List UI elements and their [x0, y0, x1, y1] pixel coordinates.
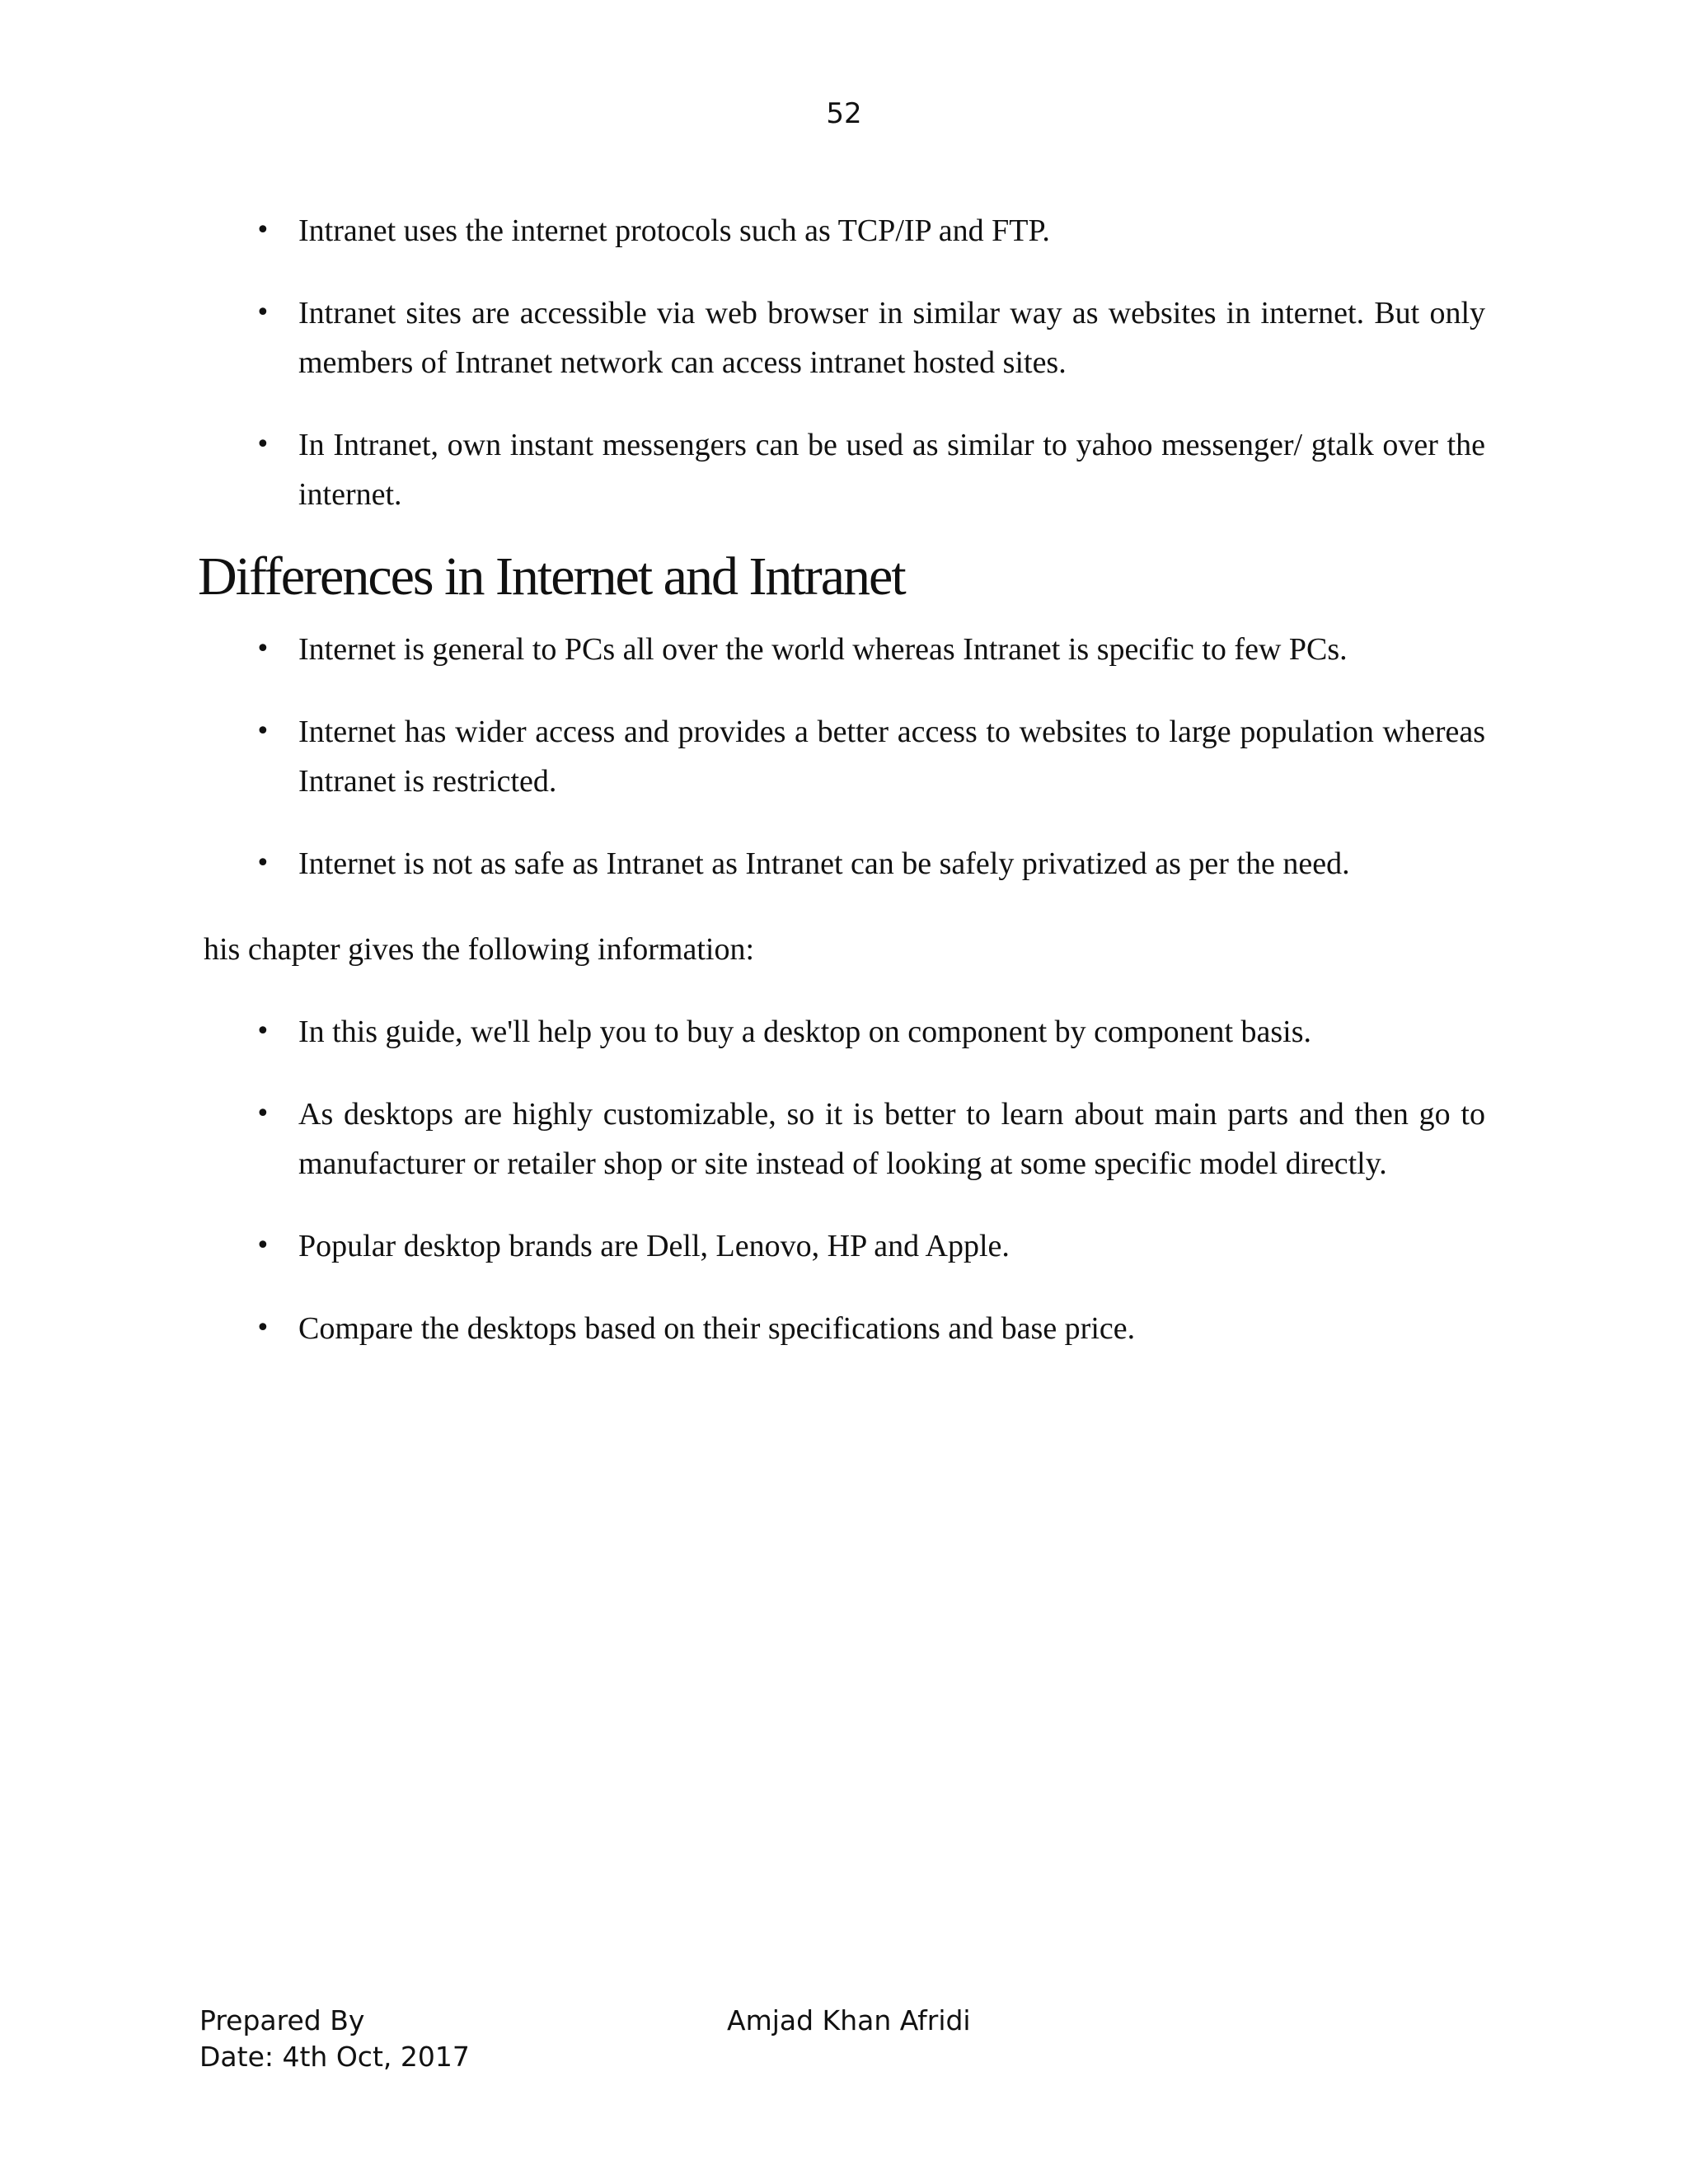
list-item [0, 707, 1485, 806]
list-item [0, 839, 1485, 888]
intro-bullet-list [0, 206, 1688, 552]
chapter-bullet-list [0, 1007, 1688, 1386]
section-heading: Differences in Internet and Intranet [198, 546, 905, 607]
differences-bullet-list [0, 625, 1688, 921]
list-item [0, 625, 1485, 674]
list-item-text: Internet is not as safe as Intranet as Intranet can be safely privatized as per the need. [298, 846, 1350, 881]
list-item-text: Intranet uses the internet protocols such as TCP/IP and FTP. [298, 213, 1050, 248]
list-item [0, 288, 1485, 387]
list-item-text: As desktops are highly customizable, so it is better to learn about main parts and then go to manufacturer or retailer shop or site instead of looking at some specific model directly. [298, 1097, 1485, 1181]
list-item-text: Internet has wider access and provides a better access to websites to large population whereas Intranet is restricted. [298, 715, 1485, 799]
chapter-intro-text: his chapter gives the following information: [204, 932, 755, 967]
bullet-icon: • [256, 1099, 270, 1128]
footer-author: Amjad Khan Afridi [727, 2004, 971, 2036]
bullet-icon: • [256, 717, 270, 746]
bullet-icon: • [256, 298, 270, 327]
footer-date: Date: 4th Oct, 2017 [199, 2041, 470, 2073]
footer-prepared-by: Prepared By [199, 2004, 365, 2036]
list-item-text: Popular desktop brands are Dell, Lenovo, HP and Apple. [298, 1229, 1010, 1263]
bullet-icon: • [256, 216, 270, 245]
list-item-text: Compare the desktops based on their specifications and base price. [298, 1311, 1136, 1346]
list-item [0, 206, 1485, 255]
page-number: 52 [826, 97, 862, 130]
list-item-text: Internet is general to PCs all over the world whereas Intranet is specific to few PCs. [298, 632, 1348, 667]
list-item-text: Intranet sites are accessible via web browser in similar way as websites in internet. But only members of Intranet network can access intranet hosted sites. [298, 296, 1485, 380]
bullet-icon: • [256, 1314, 270, 1343]
bullet-icon: • [256, 1231, 270, 1260]
list-item [0, 1090, 1485, 1188]
bullet-icon: • [256, 849, 270, 878]
list-item [0, 420, 1485, 519]
bullet-icon: • [256, 635, 270, 663]
list-item [0, 1221, 1485, 1271]
list-item [0, 1304, 1485, 1353]
bullet-icon: • [256, 1017, 270, 1046]
list-item [0, 1007, 1485, 1057]
list-item-text: In Intranet, own instant messengers can be used as similar to yahoo messenger/ gtalk over the internet. [298, 428, 1485, 512]
list-item-text: In this guide, we'll help you to buy a desktop on component by component basis. [298, 1015, 1312, 1049]
bullet-icon: • [256, 430, 270, 459]
